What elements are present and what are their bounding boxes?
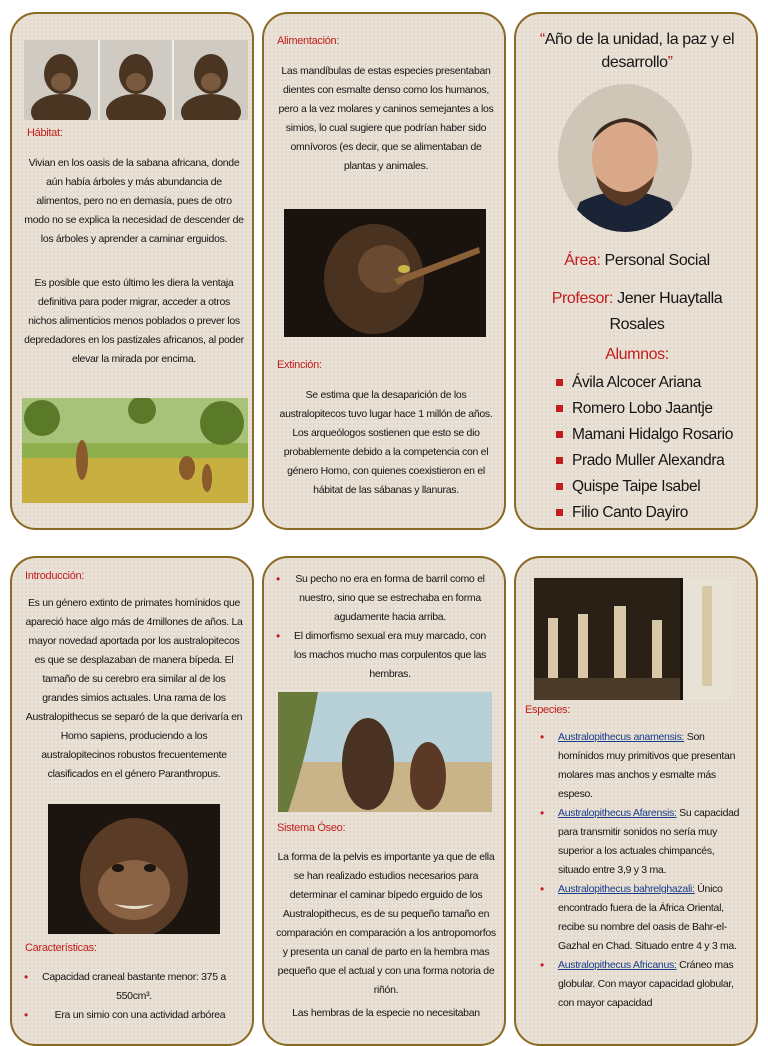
especie-item <box>536 956 748 1013</box>
three-hominid-busts-photo <box>24 40 248 120</box>
profesor-line <box>534 286 740 338</box>
rasgos-list <box>276 570 496 684</box>
introduccion-paragraph: Es un género extinto de primates homínidos que apareció hace algo más de 4millones de años. La mayor novedad aportada por los australopitecos es que se desplazaban de manera bípeda. El tamaño de su cerebro era similar al de los grandes simios actuales. Una rama de los Australopithecus se separó de la que derivaría en Homo sapiens, produciendo a los australopitecinos robustos frecuentemente clasificados en el género Paranthropus. <box>25 597 243 780</box>
caracteristica-item: • Era un simio con una actividad arbórea <box>24 1006 244 1025</box>
especie-desc: Cráneo mas globular. Con mayor capacidad globular, con mayor capacidad <box>558 959 734 1009</box>
caracteristicas-heading: Características: <box>25 942 97 954</box>
portrait-photo <box>558 84 692 232</box>
rasgo-item: • El dimorfismo sexual era muy marcado, con los machos mucho mas corpulentos que las hembras. <box>276 627 496 684</box>
caracteristica-item: • Capacidad craneal bastante menor: 375 a 550cm³. <box>24 968 244 1006</box>
especies-list <box>536 728 748 1013</box>
area-line <box>526 252 748 270</box>
alumnos-label: Alumnos: <box>605 346 669 363</box>
extincion-paragraph: Se estima que la desaparición de los australopitecos tuvo lugar hace 1 millón de años. Los arqueólogos sostienen que esto se dio probablemente debido a la competencia con el género Homo, con quienes coexistieron en el hábitat de las sábanas y llanuras. <box>279 389 493 496</box>
panel-sistema-oseo <box>262 556 506 1046</box>
alumno-item: Romero Lobo Jaantje <box>556 396 756 422</box>
hominid-face-reconstruction-photo <box>48 804 220 934</box>
sistema-oseo-paragraph-2: Las hembras de la especie no necesitaban <box>292 1007 480 1019</box>
habitat-paragraph-2: Es posible que esto último les diera la ventaja definitiva para poder migrar, acceder a otros nichos alimenticios menos poblados o prever los depredadores en los pastizales africanos, al poder elevar la mirada por encima. <box>24 277 244 365</box>
alumno-item: Quispe Taipe Isabel <box>556 474 756 500</box>
area-label: Área: <box>564 252 601 269</box>
especie-desc: Son homínidos muy primitivos que presentan molares mas anchos y esmalte más espeso. <box>558 731 736 800</box>
panel-habitat <box>10 12 254 530</box>
panel-cover <box>514 12 758 530</box>
especie-desc: Su capacidad para transmitir sonidos no sería muy superior a los actuales chimpancés, situado entre 3,9 y 3 ma. <box>558 807 740 876</box>
panel-introduccion <box>10 556 254 1046</box>
motto-text: Año de la unidad, la paz y el desarrollo <box>544 31 735 71</box>
profesor-label: Profesor: <box>551 290 614 307</box>
motto-quote-close: ” <box>667 54 673 71</box>
especies-heading: Especies: <box>525 704 570 716</box>
rasgo-item: • Su pecho no era en forma de barril como el nuestro, sino que se estrechaba en forma agudamente hacia arriba. <box>276 570 496 627</box>
habitat-paragraph-1: Vivian en los oasis de la sabana africana, donde aún había árboles y más abundancia de alimentos, pero no en demasía, pues de otro modo no se explica la necesidad de descender de los árboles y aprender a caminar erguidos. <box>24 157 244 245</box>
profesor-value: Jener Huaytalla Rosales <box>609 290 723 333</box>
especie-desc: Único encontrado fuera de la África Oriental, recibe su nombre del oasis de Bahr-el-Gazhal en Chad. Situado entre 4 y 3 ma. <box>558 883 737 952</box>
motto-quote-open: “ <box>539 31 545 48</box>
hominids-walking-illustration <box>278 692 492 812</box>
especie-item <box>536 880 748 956</box>
panel-alimentacion <box>262 12 506 530</box>
alumnos-list <box>556 370 756 526</box>
especie-link[interactable]: Australopithecus anamensis: <box>558 731 685 743</box>
especie-item <box>536 804 748 880</box>
especie-link[interactable]: Australopithecus Afarensis: <box>558 807 677 819</box>
alumno-item: Ávila Alcocer Ariana <box>556 370 756 396</box>
alumno-item: Mamani Hidalgo Rosario <box>556 422 756 448</box>
sistema-oseo-paragraph: La forma de la pelvis es importante ya que de ella se han realizado estudios necesarios para determinar el caminar bípedo erguido de los Australopithecus, es de su pequeño tamaño en comparación en comparación a los antropomorfos y presenta un canal de parto en la hembra mas pequeño que el actual y con una forma notoria de riñón. <box>276 851 496 996</box>
alumno-item: Filio Canto Dayiro <box>556 500 756 526</box>
area-value: Personal Social <box>604 252 710 269</box>
alimentacion-paragraph: Las mandíbulas de estas especies presentaban dientes con esmalte denso como los humanos, pero a la vez molares y caninos semejantes a los simios, lo cual sugiere que podrían haber sido omnívoros (es decir, que se alimentaban de plantas y animales. <box>278 65 494 172</box>
year-motto <box>526 28 748 74</box>
skeletons-museum-photo <box>534 578 734 700</box>
sistema-oseo-heading: Sistema Óseo: <box>277 822 346 834</box>
alimentacion-heading: Alimentación: <box>277 35 340 47</box>
caracteristicas-list <box>24 968 244 1025</box>
panel-especies <box>514 556 758 1046</box>
especie-link[interactable]: Australopithecus Africanus: <box>558 959 677 971</box>
alumno-item: Prado Muller Alexandra <box>556 448 756 474</box>
especie-item <box>536 728 748 804</box>
hominid-eating-photo <box>284 209 486 337</box>
habitat-heading: Hábitat: <box>27 127 63 139</box>
extincion-heading: Extinción: <box>277 359 322 371</box>
especie-link[interactable]: Australopithecus bahrelghazali: <box>558 883 695 895</box>
savanna-illustration <box>22 398 248 503</box>
introduccion-heading: Introducción: <box>25 570 85 582</box>
